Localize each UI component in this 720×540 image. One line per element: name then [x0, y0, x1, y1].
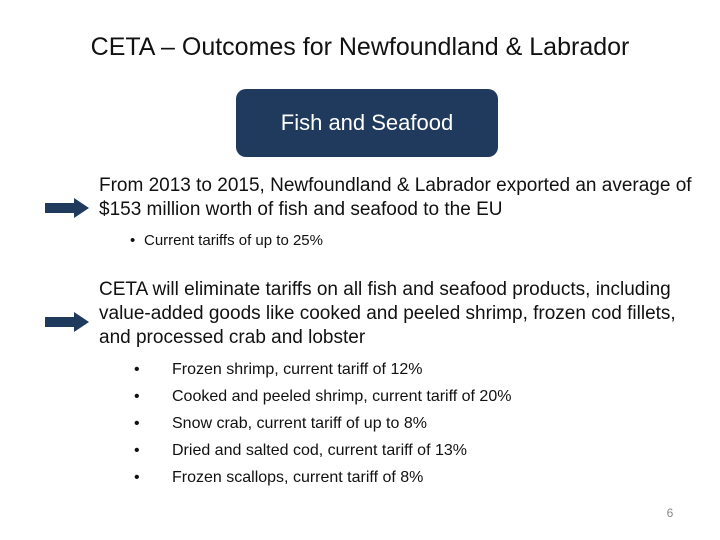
- list-item-text: Snow crab, current tariff of up to 8%: [172, 415, 427, 432]
- point-text: From 2013 to 2015, Newfoundland & Labrador exported an average of $153 million worth of fish and seafood to the EU: [99, 175, 692, 220]
- section-header-box: [236, 89, 498, 157]
- list-item-text: Dried and salted cod, current tariff of 13%: [172, 442, 467, 459]
- bullet-dot: •: [134, 469, 140, 486]
- sub-bullet-item: [130, 231, 323, 251]
- list-item-text: Frozen shrimp, current tariff of 12%: [172, 361, 423, 378]
- bullet-dot: •: [130, 232, 136, 249]
- sub-bullet-text: Current tariffs of up to 25%: [144, 232, 323, 249]
- list-item-text: Cooked and peeled shrimp, current tariff of 20%: [172, 388, 512, 405]
- slide-title: CETA – Outcomes for Newfoundland & Labrador: [90, 33, 630, 61]
- right-arrow-icon: [45, 312, 89, 332]
- right-arrow-icon: [45, 198, 89, 218]
- bullet-dot: •: [134, 361, 140, 378]
- bullet-dot: •: [134, 442, 140, 459]
- page-number: 6: [666, 506, 674, 520]
- bullet-dot: •: [134, 415, 140, 432]
- list-item-text: Frozen scallops, current tariff of 8%: [172, 469, 424, 486]
- section-header-label: Fish and Seafood: [280, 110, 454, 135]
- point-text: CETA will eliminate tariffs on all fish and seafood products, including value-added goods like cooked and peeled shrimp, frozen cod fillets, and processed crab and lobster: [99, 279, 676, 348]
- bullet-dot: •: [134, 388, 140, 405]
